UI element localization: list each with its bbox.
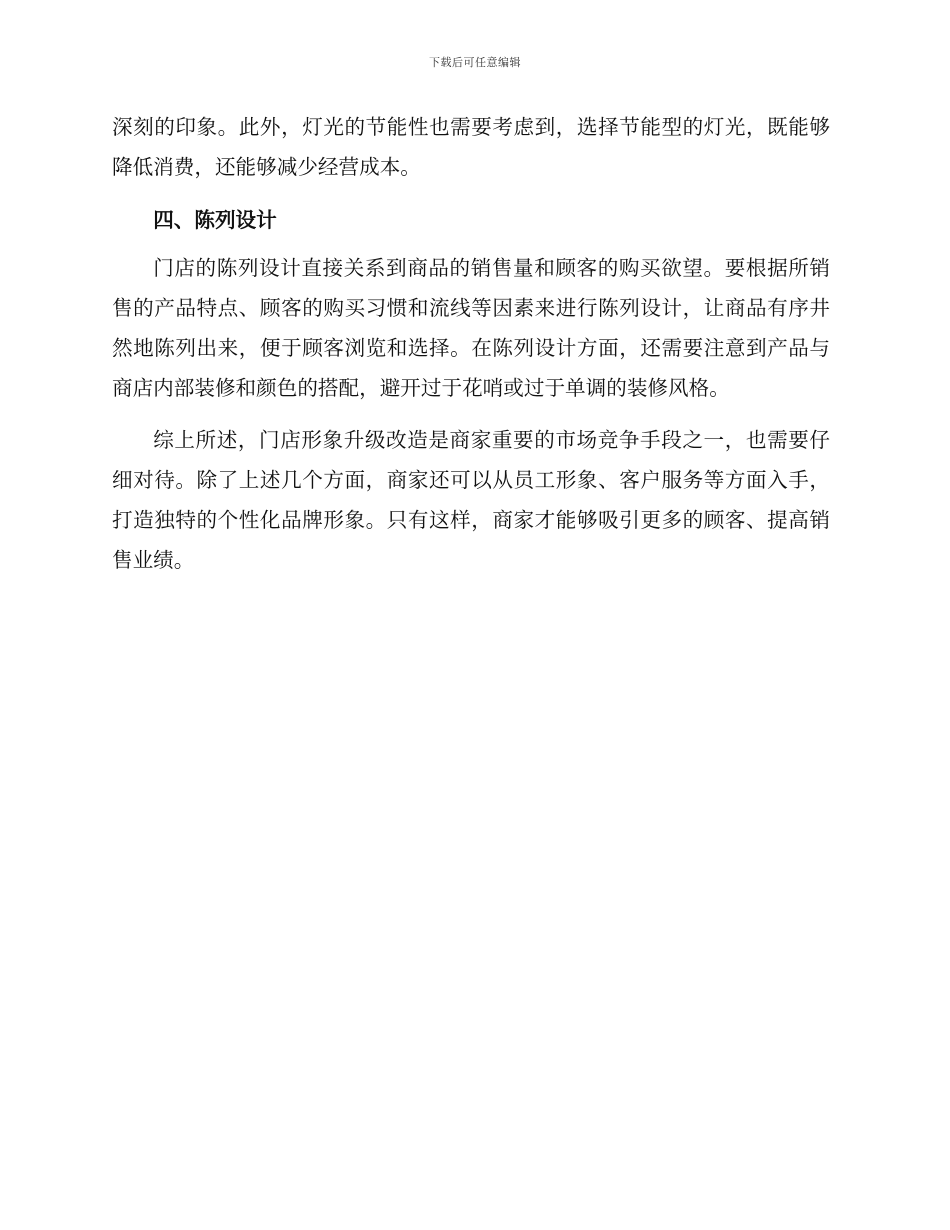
section-heading-display-design: 四、陈列设计 [153, 208, 277, 232]
document-body [112, 107, 830, 580]
conclusion-paragraph: 综上所述，门店形象升级改造是商家重要的市场竞争手段之一，也需要仔细对待。除了上述几个方面，商家还可以从员工形象、客户服务等方面入手，打造独特的个性化品牌形象。只有这样，商家才能够吸引更多的顾客、提高销售业绩。 [112, 428, 830, 572]
display-design-paragraph: 门店的陈列设计直接关系到商品的销售量和顾客的购买欲望。要根据所销售的产品特点、顾客的购买习惯和流线等因素来进行陈列设计，让商品有序井然地陈列出来，便于顾客浏览和选择。在陈列设计方面，还需要注意到产品与商店内部装修和颜色的搭配，避开过于花哨或过于单调的装修风格。 [112, 256, 830, 400]
page-header: 下载后可任意编辑 [429, 56, 521, 69]
continued-paragraph: 深刻的印象。此外，灯光的节能性也需要考虑到，选择节能型的灯光，既能够降低消费，还能够减少经营成本。 [112, 115, 830, 179]
